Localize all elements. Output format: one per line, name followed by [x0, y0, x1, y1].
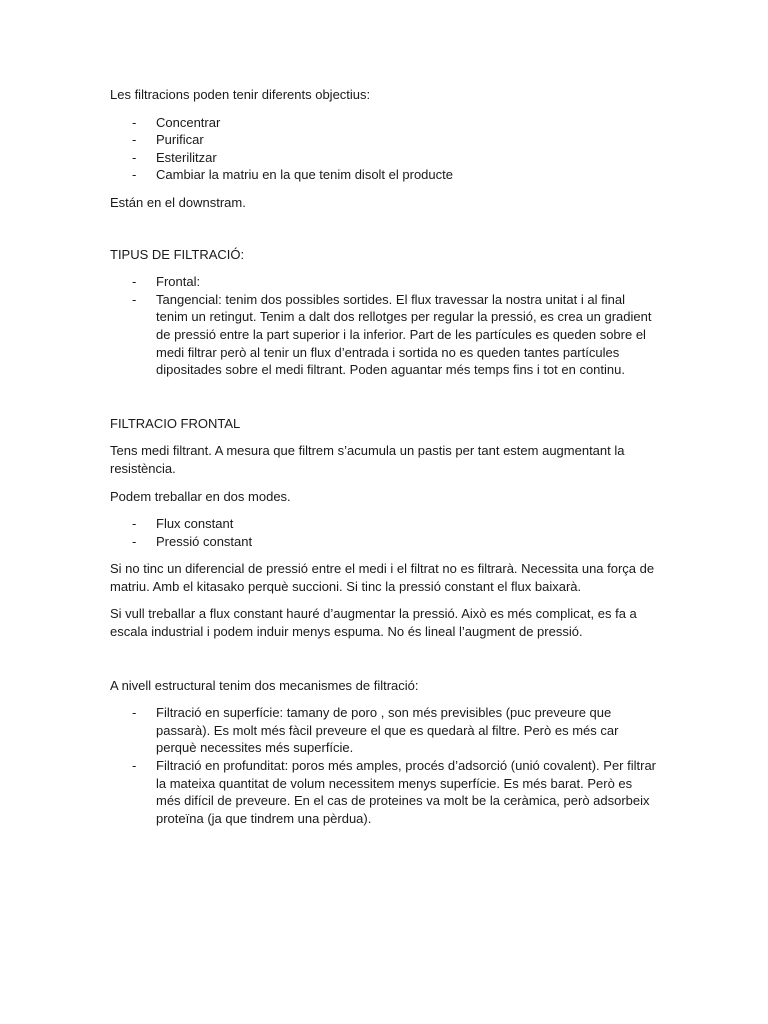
frontal-paragraph-2: Podem treballar en dos modes.	[110, 488, 291, 504]
frontal-paragraph-4: Si vull treballar a flux constant hauré d’augmentar la pressió. Això es més complicat, es fa a escala industrial i podem induir menys espuma. No és lineal l’augment de pressió.	[110, 606, 637, 640]
list-item: - Frontal:	[132, 274, 201, 290]
types-heading: TIPUS DE FILTRACIÓ:	[110, 246, 245, 262]
bullet-dash: -	[132, 114, 137, 130]
bullet-dash: -	[132, 149, 137, 165]
frontal-paragraph-3: Si no tinc un diferencial de pressió entre el medi i el filtrat no es filtrarà. Necessita una força de matriu. Amb el kitasako perquè succioni. Si tinc la pressió constant el flux baixarà.	[110, 561, 655, 594]
modes-list	[110, 515, 658, 550]
mechanisms-list	[110, 704, 658, 827]
bullet-dash: -	[132, 516, 137, 532]
frontal-paragraph-1: Tens medi filtrant. A mesura que filtrem s’acumula un pastis per tant estem augmentant la resistència.	[110, 443, 625, 476]
bullet-dash: -	[132, 132, 137, 148]
list-item: - Filtració en profunditat: poros més amples, procés d’adsorció (unió covalent). Per filtrar la mateixa quantitat de volum necessitem menys superfície. Es més barat. Però es més difícil de preveure. En el cas de proteines va molt be la ceràmica, però adsorbeix proteïna (ja que tindrem una pèrdua).	[132, 758, 656, 826]
downstream-paragraph: Están en el downstram.	[110, 194, 246, 210]
list-item: - Concentrar	[132, 114, 221, 130]
types-list	[110, 273, 658, 379]
list-item: - Flux constant	[132, 516, 234, 532]
list-item: - Cambiar la matriu en la que tenim disolt el producte	[132, 167, 453, 183]
intro-paragraph: Les filtracions poden tenir diferents objectius:	[110, 87, 371, 102]
list-item: - Esterilitzar	[132, 149, 217, 165]
objectives-list	[110, 114, 658, 184]
frontal-heading: FILTRACIO FRONTAL	[110, 415, 241, 431]
bullet-dash: -	[132, 291, 137, 307]
bullet-dash: -	[132, 705, 137, 721]
structural-intro: A nivell estructural tenim dos mecanismes de filtració:	[110, 677, 419, 693]
bullet-dash: -	[132, 167, 137, 183]
bullet-dash: -	[132, 274, 137, 290]
bullet-dash: -	[132, 758, 137, 774]
list-item: - Pressió constant	[132, 533, 253, 549]
list-item: - Tangencial: tenim dos possibles sortides. El flux travessar la nostra unitat i al final tenim un retingut. Tenim a dalt dos rellotges per regular la pressió, es crea un gradient de pressió entre la part superior i la inferior. Part de les partícules es queden sobre el medi filtrar però al tenir un flux d’entrada i sortida no es queden tantes partícules dipositades sobre el medi filtrant. Poden aguantar més temps fins i tot en continu.	[132, 291, 652, 378]
document-body	[110, 86, 658, 837]
bullet-dash: -	[132, 533, 137, 549]
list-item: - Filtració en superfície: tamany de poro , son més previsibles (puc preveure que passarà). Es molt més fàcil preveure el que es quedarà al filtre. Però es més car perquè necessites més superfície.	[132, 705, 619, 756]
list-item: - Purificar	[132, 132, 204, 148]
